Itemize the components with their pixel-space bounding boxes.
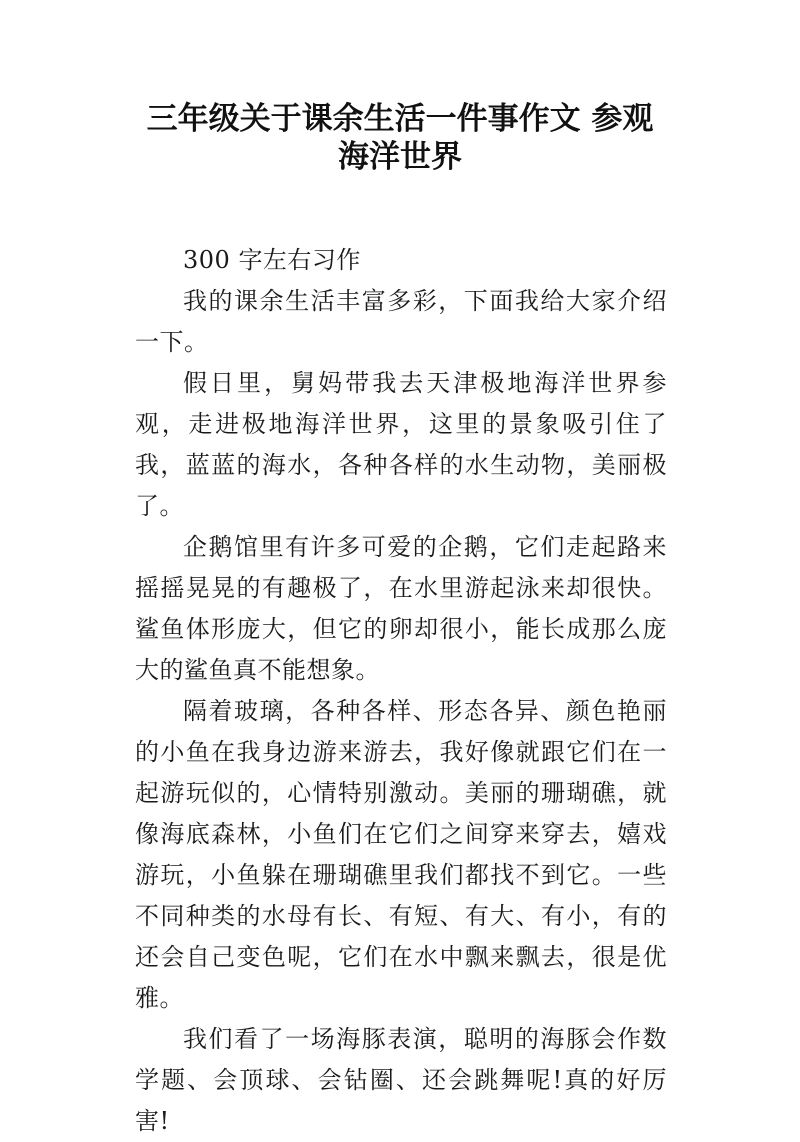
paragraph: 假日里，舅妈带我去天津极地海洋世界参观，走进极地海洋世界，这里的景象吸引住了我，蓝蓝的海水，各种各样的水生动物，美丽极了。	[135, 369, 667, 520]
paragraph: 企鹅馆里有许多可爱的企鹅，它们走起路来摇摇晃晃的有趣极了，在水里游起泳来却很快。鲨鱼体形庞大，但它的卵却很小，能长成那么庞大的鲨鱼真不能想象。	[135, 533, 667, 684]
document-body	[135, 240, 667, 1142]
title-line-1: 三年级关于课余生活一件事作文 参观	[146, 101, 654, 137]
paragraph: 我的课余生活丰富多彩，下面我给大家介绍一下。	[135, 287, 667, 356]
paragraph: 我们看了一场海豚表演，聪明的海豚会作数学题、会顶球、会钻圈、还会跳舞呢!真的好厉害!	[135, 1025, 667, 1135]
document-title	[100, 100, 700, 176]
paragraph: 隔着玻璃，各种各样、形态各异、颜色艳丽的小鱼在我身边游来游去，我好像就跟它们在一起游玩似的，心情特别激动。美丽的珊瑚礁，就像海底森林，小鱼们在它们之间穿来穿去，嬉戏游玩，小鱼躲在珊瑚礁里我们都找不到它。一些不同种类的水母有长、有短、有大、有小，有的还会自己变色呢，它们在水中飘来飘去，很是优雅。	[135, 697, 667, 1012]
title-line-2: 海洋世界	[338, 139, 462, 175]
paragraph-subtitle: 300 字左右习作	[183, 246, 361, 274]
